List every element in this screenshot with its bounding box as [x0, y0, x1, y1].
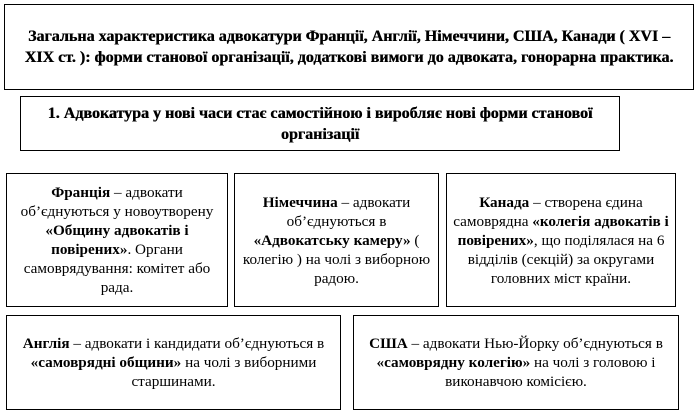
- england-text-1: – адвокати і кандидати об’єднуються в: [69, 335, 325, 352]
- usa-text: [360, 334, 672, 391]
- germany-country: Німеччина: [262, 193, 338, 211]
- title-box: [4, 4, 694, 90]
- england-term: «самоврядні общини»: [30, 354, 182, 371]
- canada-text-1: – створена єдина самоврядна: [453, 193, 643, 230]
- germany-text-1: – адвокати об’єднуються в: [286, 193, 411, 230]
- germany-term: «Адвокатську камеру»: [253, 231, 411, 249]
- england-text: [13, 334, 334, 391]
- usa-country: США: [369, 335, 408, 352]
- section-box: [20, 96, 620, 151]
- canada-text-2: , що поділялася на 6 відділів (секцій) за округами головних міст країни.: [467, 231, 665, 287]
- usa-text-1: – адвокати Нью-Йорку об’єднуються в: [407, 335, 663, 352]
- canada-term: «колегія адвокатів і повірених»: [457, 212, 669, 249]
- usa-term: «самоврядну колегію»: [376, 354, 531, 371]
- canada-text: [453, 193, 669, 288]
- usa-box: [353, 315, 679, 410]
- france-text-1: – адвокати об’єднуються у новоутворену: [20, 184, 214, 220]
- france-term: «Общину адвокатів і повірених»: [45, 222, 189, 258]
- diagram-title: Загальна характеристика адвокатури Франції, Англії, Німеччини, США, Канади ( XVI – XIX ст. ): форми станової організації, додаткові вимоги до адвоката, гонорарна практика.: [24, 28, 674, 66]
- france-country: Франція: [51, 184, 111, 201]
- canada-country: Канада: [479, 193, 530, 211]
- germany-box: [234, 173, 439, 307]
- usa-text-2: на чолі з головою і виконавчою комісією.: [445, 354, 656, 390]
- germany-text: [241, 193, 432, 288]
- england-box: [6, 315, 341, 410]
- england-text-2: на чолі з виборними старшинами.: [131, 354, 317, 390]
- canada-box: [446, 173, 676, 307]
- france-box: [6, 173, 228, 307]
- france-text-2: . Органи самоврядування: комітет або рада.: [23, 241, 211, 296]
- france-text: [13, 183, 221, 297]
- england-country: Англія: [22, 335, 70, 352]
- section-heading: 1. Адвокатура у нові часи стає самостійною і виробляє нові форми станової організації: [47, 104, 593, 143]
- germany-text-2: ( колегію ) на чолі з виборною радою.: [242, 231, 431, 287]
